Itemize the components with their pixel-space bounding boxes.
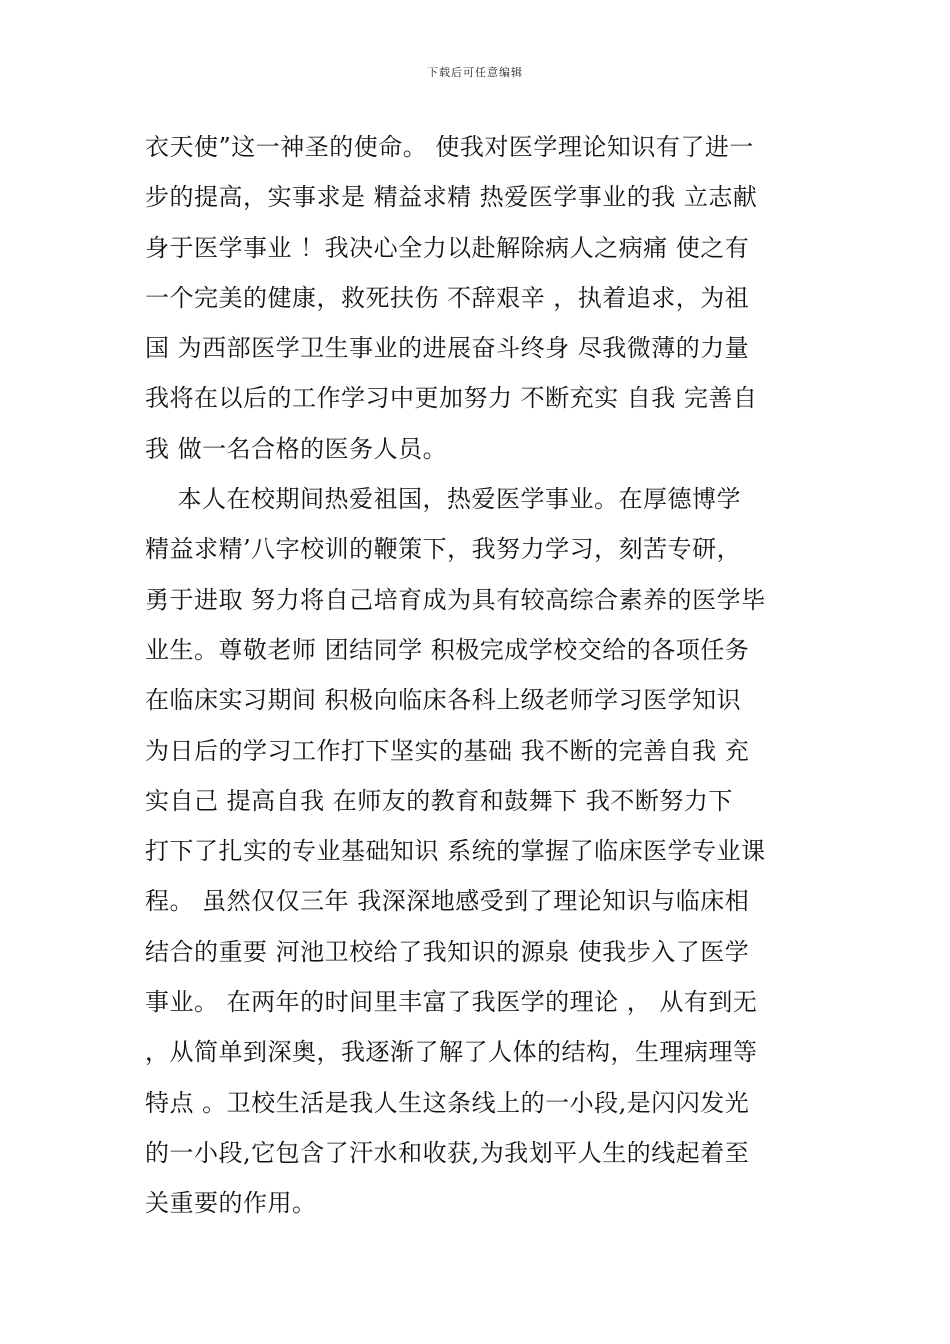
text-line: 业生。尊敬老师 团结同学 积极完成学校交给的各项任务 bbox=[145, 635, 750, 664]
text-line: ，从简单到深奥，我逐渐了解了人体的结构，生理病理等 bbox=[145, 1038, 758, 1067]
text-line: 结合的重要 河池卫校给了我知识的源泉 使我步入了医学 bbox=[145, 937, 750, 966]
text-line: 精益求精’八字校训的鞭策下，我努力学习，刻苦专研， bbox=[145, 535, 742, 564]
text-line: 国 为西部医学卫生事业的进展奋斗终身 尽我微薄的力量 bbox=[145, 334, 750, 363]
text-line: 打下了扎实的专业基础知识 系统的掌握了临床医学专业课 bbox=[145, 837, 766, 866]
text-line: 为日后的学习工作打下坚实的基础 我不断的完善自我 充 bbox=[145, 736, 750, 765]
text-line: 衣天使”这一神圣的使命。 使我对医学理论知识有了进一 bbox=[145, 133, 754, 161]
text-line: 在临床实习期间 积极向临床各科上级老师学习医学知识 bbox=[145, 686, 742, 715]
body-text bbox=[145, 122, 815, 1229]
text-line: 程。 虽然仅仅三年 我深深地感受到了理论知识与临床相 bbox=[145, 887, 750, 916]
text-line: 实自己 提高自我 在师友的教育和鼓舞下 我不断努力下 bbox=[145, 786, 733, 815]
text-line: 特点 。卫校生活是我人生这条线上的一小段,是闪闪发光 bbox=[145, 1088, 750, 1117]
text-line: 我 做一名合格的医务人员。 bbox=[145, 434, 448, 463]
text-line: 身于医学事业 ！我决心全力以赴解除病人之病痛 使之有 bbox=[145, 233, 750, 262]
text-line: 的一小段,它包含了汗水和收获,为我划平人生的线起着至 bbox=[145, 1138, 750, 1167]
text-line: 我将在以后的工作学习中更加努力 不断充实 自我 完善自 bbox=[145, 384, 758, 413]
text-line: 事业。 在两年的时间里丰富了我医学的理论 ， 从有到无 bbox=[145, 988, 758, 1017]
text-line: 本人在校期间热爱祖国，热爱医学事业。在厚德博学 bbox=[145, 485, 742, 514]
text-line: 步的提高，实事求是 精益求精 热爱医学事业的我 立志献 bbox=[145, 183, 758, 212]
text-line: 关重要的作用。 bbox=[145, 1189, 317, 1218]
text-line: 一个完美的健康，救死扶伤 不辞艰辛 ，执着追求，为祖 bbox=[145, 283, 750, 312]
text-line: 勇于进取 努力将自己培育成为具有较高综合素养的医学毕 bbox=[145, 585, 766, 614]
page-header: 下载后可任意编辑 bbox=[427, 66, 523, 79]
